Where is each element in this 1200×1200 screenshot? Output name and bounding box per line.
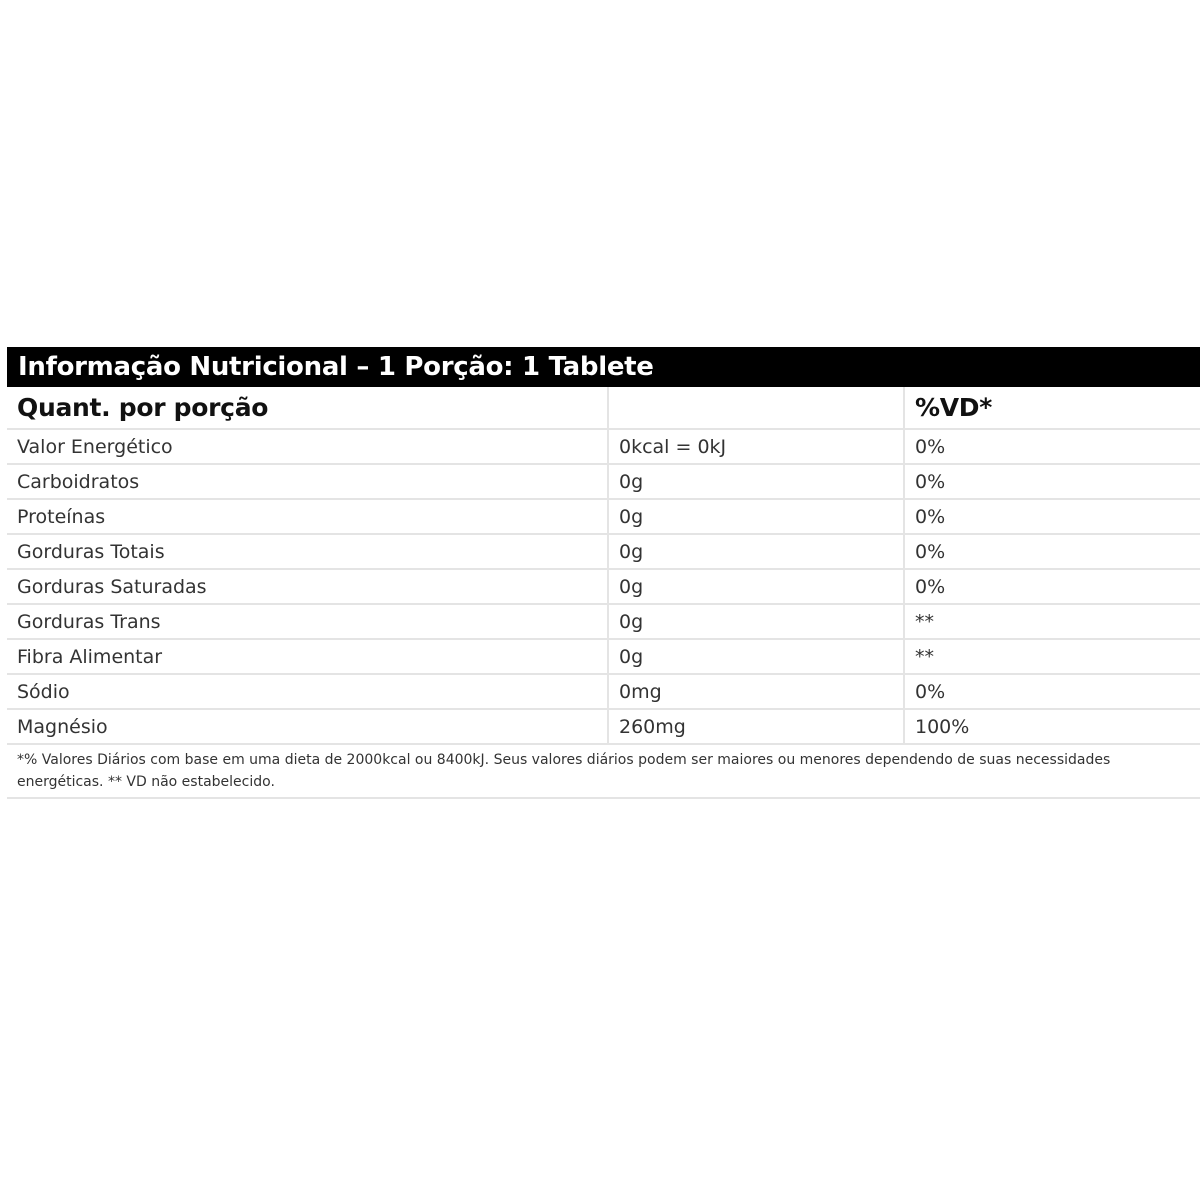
table-row [7, 709, 1200, 744]
nutrition-table [7, 387, 1200, 745]
nutrition-title: Informação Nutricional – 1 Porção: 1 Tablete [7, 347, 1200, 387]
table-row [7, 674, 1200, 709]
nutrient-amount: 0g [608, 464, 904, 499]
nutrient-daily-value: 0% [904, 534, 1200, 569]
nutrient-name: Sódio [7, 674, 608, 709]
nutrient-name: Gorduras Saturadas [7, 569, 608, 604]
nutrient-name: Magnésio [7, 709, 608, 744]
footnote: *% Valores Diários com base em uma dieta de 2000kcal ou 8400kJ. Seus valores diários podem ser maiores ou menores dependendo de suas necessidades energéticas. ** VD não estabelecido. [7, 745, 1200, 799]
nutrient-daily-value: 0% [904, 429, 1200, 464]
nutrient-daily-value: ** [904, 639, 1200, 674]
table-row [7, 604, 1200, 639]
nutrient-name: Carboidratos [7, 464, 608, 499]
nutrient-amount: 0mg [608, 674, 904, 709]
table-row [7, 569, 1200, 604]
table-header-row [7, 387, 1200, 429]
nutrient-name: Gorduras Trans [7, 604, 608, 639]
nutrient-daily-value: 100% [904, 709, 1200, 744]
nutrient-daily-value: 0% [904, 569, 1200, 604]
nutrient-name: Valor Energético [7, 429, 608, 464]
nutrient-name: Gorduras Totais [7, 534, 608, 569]
table-row [7, 464, 1200, 499]
nutrient-daily-value: ** [904, 604, 1200, 639]
table-row [7, 429, 1200, 464]
nutrient-amount: 0g [608, 499, 904, 534]
nutrient-amount: 0g [608, 569, 904, 604]
nutrient-daily-value: 0% [904, 499, 1200, 534]
nutrient-amount: 0g [608, 534, 904, 569]
nutrient-name: Fibra Alimentar [7, 639, 608, 674]
nutrient-amount: 0g [608, 604, 904, 639]
nutrient-amount: 260mg [608, 709, 904, 744]
nutrient-amount: 0g [608, 639, 904, 674]
nutrient-name: Proteínas [7, 499, 608, 534]
nutrient-daily-value: 0% [904, 674, 1200, 709]
nutrition-facts-panel [7, 347, 1200, 799]
table-row [7, 534, 1200, 569]
table-row [7, 499, 1200, 534]
header-daily-value-label: %VD* [904, 387, 1200, 429]
nutrient-daily-value: 0% [904, 464, 1200, 499]
table-row [7, 639, 1200, 674]
nutrient-amount: 0kcal = 0kJ [608, 429, 904, 464]
header-amount-label [608, 387, 904, 429]
header-quantity-label: Quant. por porção [7, 387, 608, 429]
